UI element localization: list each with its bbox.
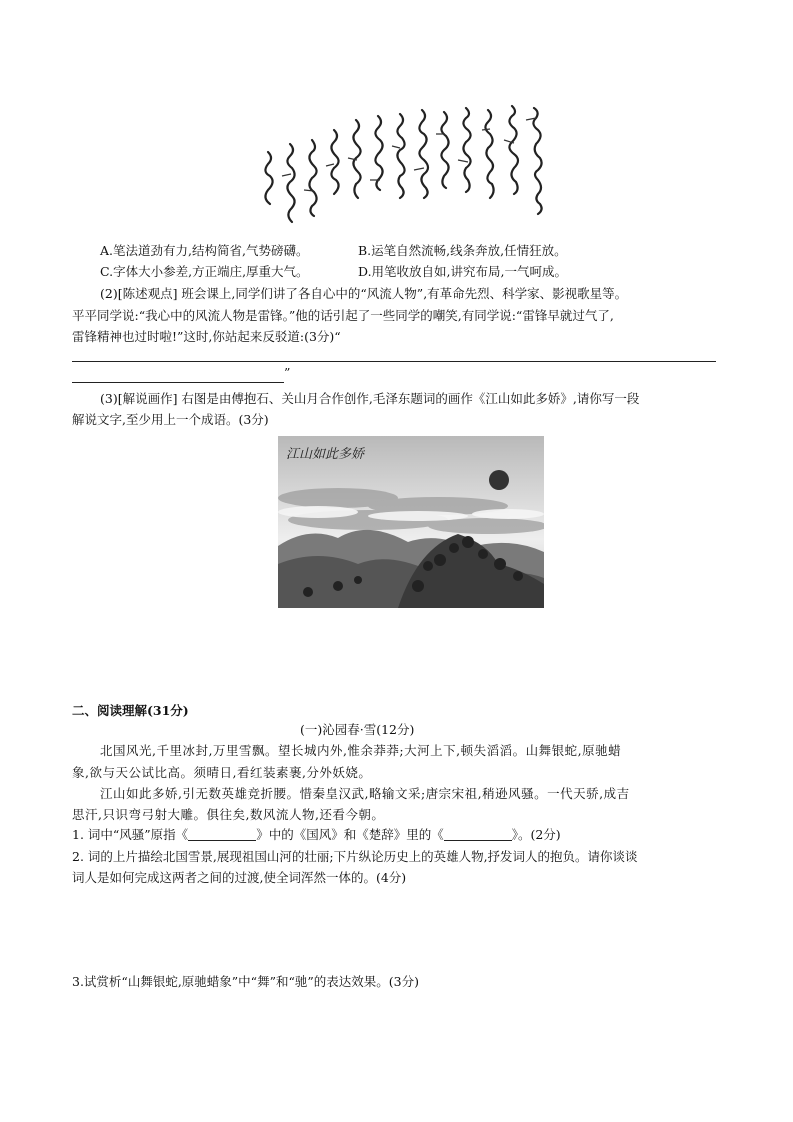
fill-blank-2[interactable] (444, 826, 512, 841)
question-3-line-2: 解说文字,至少用上一个成语。(3分) (72, 412, 269, 427)
option-a: A.笔法道劲有力,结构简省,气势磅礴。 (100, 243, 309, 258)
painting-inscription: 江山如此多娇 (286, 447, 365, 462)
fill-blank-1[interactable] (188, 826, 256, 841)
question-3-line-1: (3)[解说画作] 右图是由傅抱石、关山月合作创作,毛泽东题词的画作《江山如此多娇》,请你写一段 (100, 391, 640, 406)
poem-line: 象,欲与天公试比高。须晴日,看红装素裹,分外妖娆。 (72, 765, 372, 780)
question-2-line-2: 平平同学说:“我心中的风流人物是雷锋。”他的话引起了一些同学的嘲笑,有同学说:“雷锋早就过气了, (72, 308, 614, 323)
poem-line: 思汗,只识弯弓射大雕。俱往矣,数风流人物,还看今朝。 (72, 807, 385, 822)
option-b: B.运笔自然流畅,线条奔放,任情狂放。 (358, 243, 567, 258)
reading-question-2-line-1: 2. 词的上片描绘北国雪景,展现祖国山河的壮丽;下片纵论历史上的英雄人物,抒发词人的抱负。请你谈谈 (72, 849, 638, 864)
question-2-line-1: (2)[陈述观点] 班会课上,同学们讲了各自心中的“风流人物”,有革命先烈、科学家、影视歌星等。 (100, 286, 628, 301)
question-2-line-3: 雷锋精神也过时啦!”这时,你站起来反驳道:(3分)“ (72, 329, 341, 344)
closing-quote: ” (284, 365, 291, 380)
poem-title: (一)沁园春·雪(12分) (300, 722, 415, 737)
answer-line[interactable] (72, 361, 716, 362)
reading-question-1 (72, 825, 561, 845)
option-d: D.用笔收放自如,讲究布局,一气呵成。 (358, 264, 567, 279)
poem-line: 江山如此多娇,引无数英雄竞折腰。惜秦皇汉武,略输文采;唐宗宋祖,稍逊风骚。一代天骄,成吉 (100, 786, 630, 801)
poem-line: 北国风光,千里冰封,万里雪飘。望长城内外,惟余莽莽;大河上下,顿失滔滔。山舞银蛇,原驰蜡 (100, 743, 622, 758)
painting-image (278, 436, 544, 608)
answer-line-short[interactable] (72, 382, 284, 383)
q1-text-before: 1. 词中“风骚”原指《 (72, 827, 189, 842)
reading-question-3: 3.试赏析“山舞银蛇,原驰蜡象”中“舞”和“驰”的表达效果。(3分) (72, 974, 419, 989)
q1-text-middle: 》中的《国风》和《楚辞》里的《 (256, 827, 444, 842)
reading-question-2-line-2: 词人是如何完成这两者之间的过渡,使全词浑然一体的。(4分) (72, 870, 407, 885)
calligraphy-image (256, 100, 548, 242)
q1-text-after: 》。(2分) (511, 827, 561, 842)
section-heading: 二、阅读理解(31分) (72, 703, 189, 718)
option-c: C.字体大小参差,方正端庄,厚重大气。 (100, 264, 309, 279)
